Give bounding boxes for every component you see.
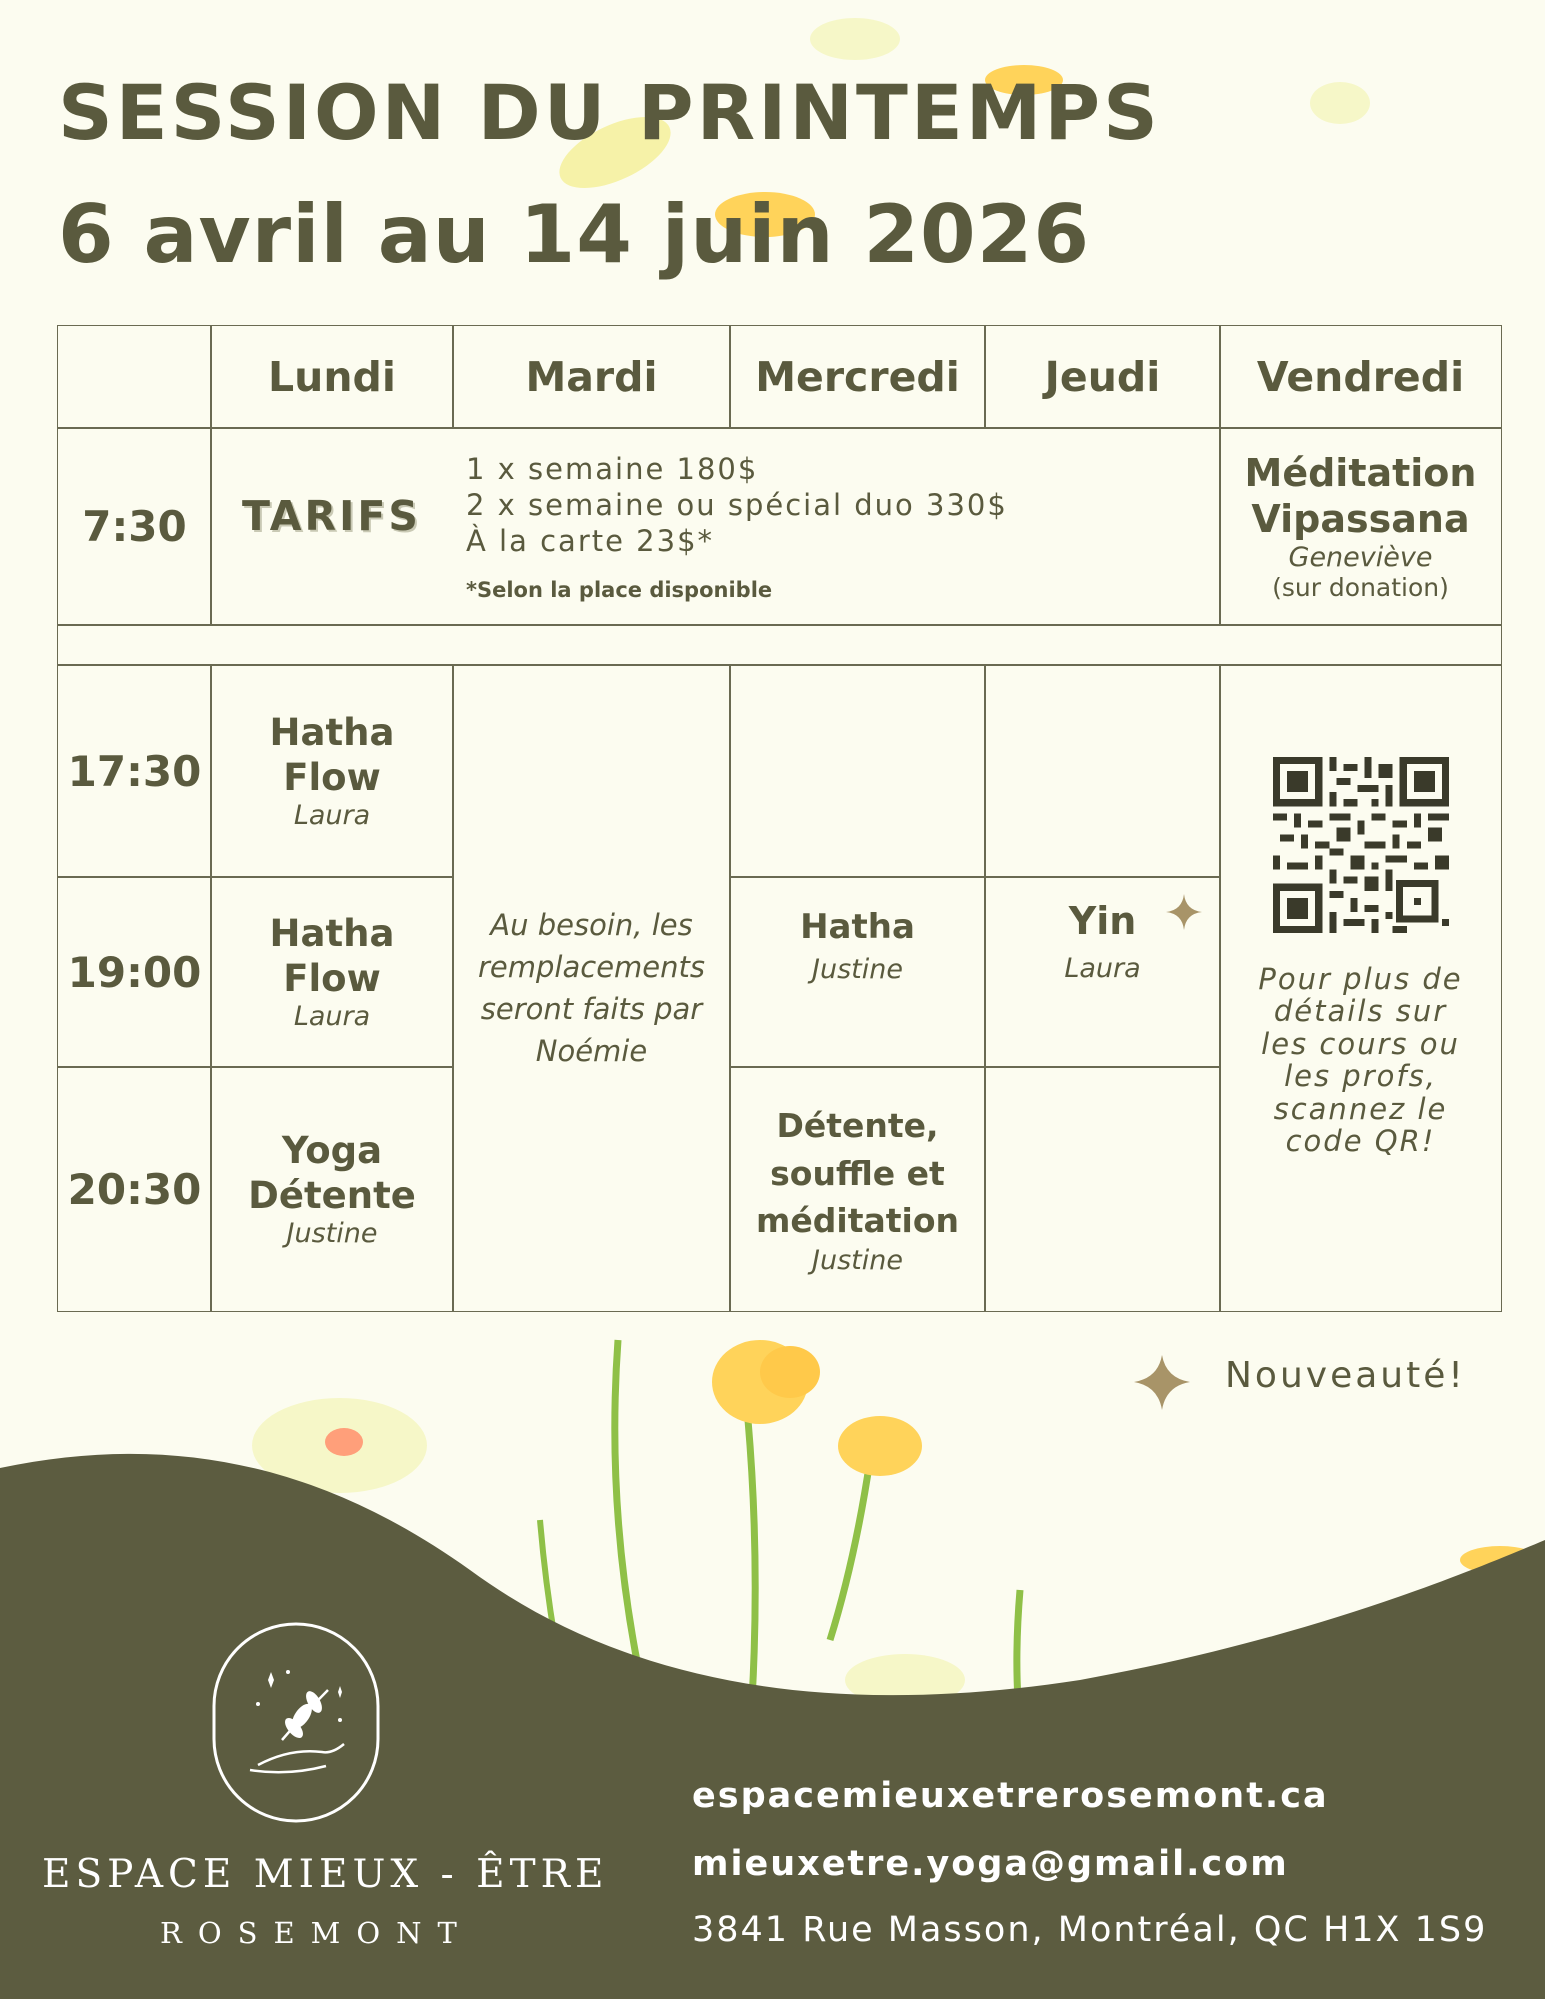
class-name-line1: Méditation [1244,450,1477,495]
class-teacher: Justine [812,953,903,985]
class-name-line2: Vipassana [1251,496,1470,541]
brand-logo-icon [210,1620,382,1825]
new-legend-label: Nouveauté! [1225,1355,1466,1396]
qr-instructions: Pour plus de détails sur les cours ou les profs, scannez le code QR! [1258,962,1463,1159]
tarifs-label: TARIFS [242,492,421,540]
class-teacher: Laura [293,1000,371,1032]
brand-subtitle: ROSEMONT [160,1916,473,1950]
class-teacher: Laura [1064,952,1141,984]
header-jeudi: Jeudi [984,325,1221,429]
time-2030: 20:30 [57,1066,212,1312]
header-vendredi: Vendredi [1219,325,1502,429]
class-name: Hatha Flow [269,912,395,1000]
time-1900: 19:00 [57,876,212,1068]
time-1730: 17:30 [57,664,212,878]
class-name: Yoga Détente [248,1129,416,1217]
class-note: (sur donation) [1272,573,1449,603]
class-teacher: Geneviève [1288,542,1433,574]
tarif-line: 2 x semaine ou spécial duo 330$ [466,488,1008,522]
header-mardi: Mardi [452,325,731,429]
page-title: SESSION DU PRINTEMPS [58,68,1161,157]
brand-name: ESPACE MIEUX - ÊTRE [42,1852,609,1897]
class-teacher: Justine [286,1217,378,1249]
time-730: 7:30 [57,427,212,626]
class-teacher: Justine [812,1245,903,1277]
website-link[interactable]: espacemieuxetrerosemont.ca [692,1776,1329,1816]
class-teacher: Laura [293,799,371,831]
class-name: Hatha [800,907,915,947]
class-name: Hatha Flow [269,711,395,799]
tarif-line: 1 x semaine 180$ [466,452,759,486]
header-lundi: Lundi [210,325,454,429]
substitution-note: Au besoin, les remplacements seront faits par Noémie [478,907,705,1069]
email-link[interactable]: mieuxetre.yoga@gmail.com [692,1844,1289,1884]
address: 3841 Rue Masson, Montréal, QC H1X 1S9 [692,1910,1488,1950]
class-name: Détente, souffle et méditation [756,1105,959,1241]
class-name: Yin [1068,899,1137,943]
tarif-line: À la carte 23$* [466,524,715,558]
session-dates: 6 avril au 14 juin 2026 [58,188,1091,281]
tarif-note: *Selon la place disponible [466,578,773,602]
header-mercredi: Mercredi [729,325,986,429]
